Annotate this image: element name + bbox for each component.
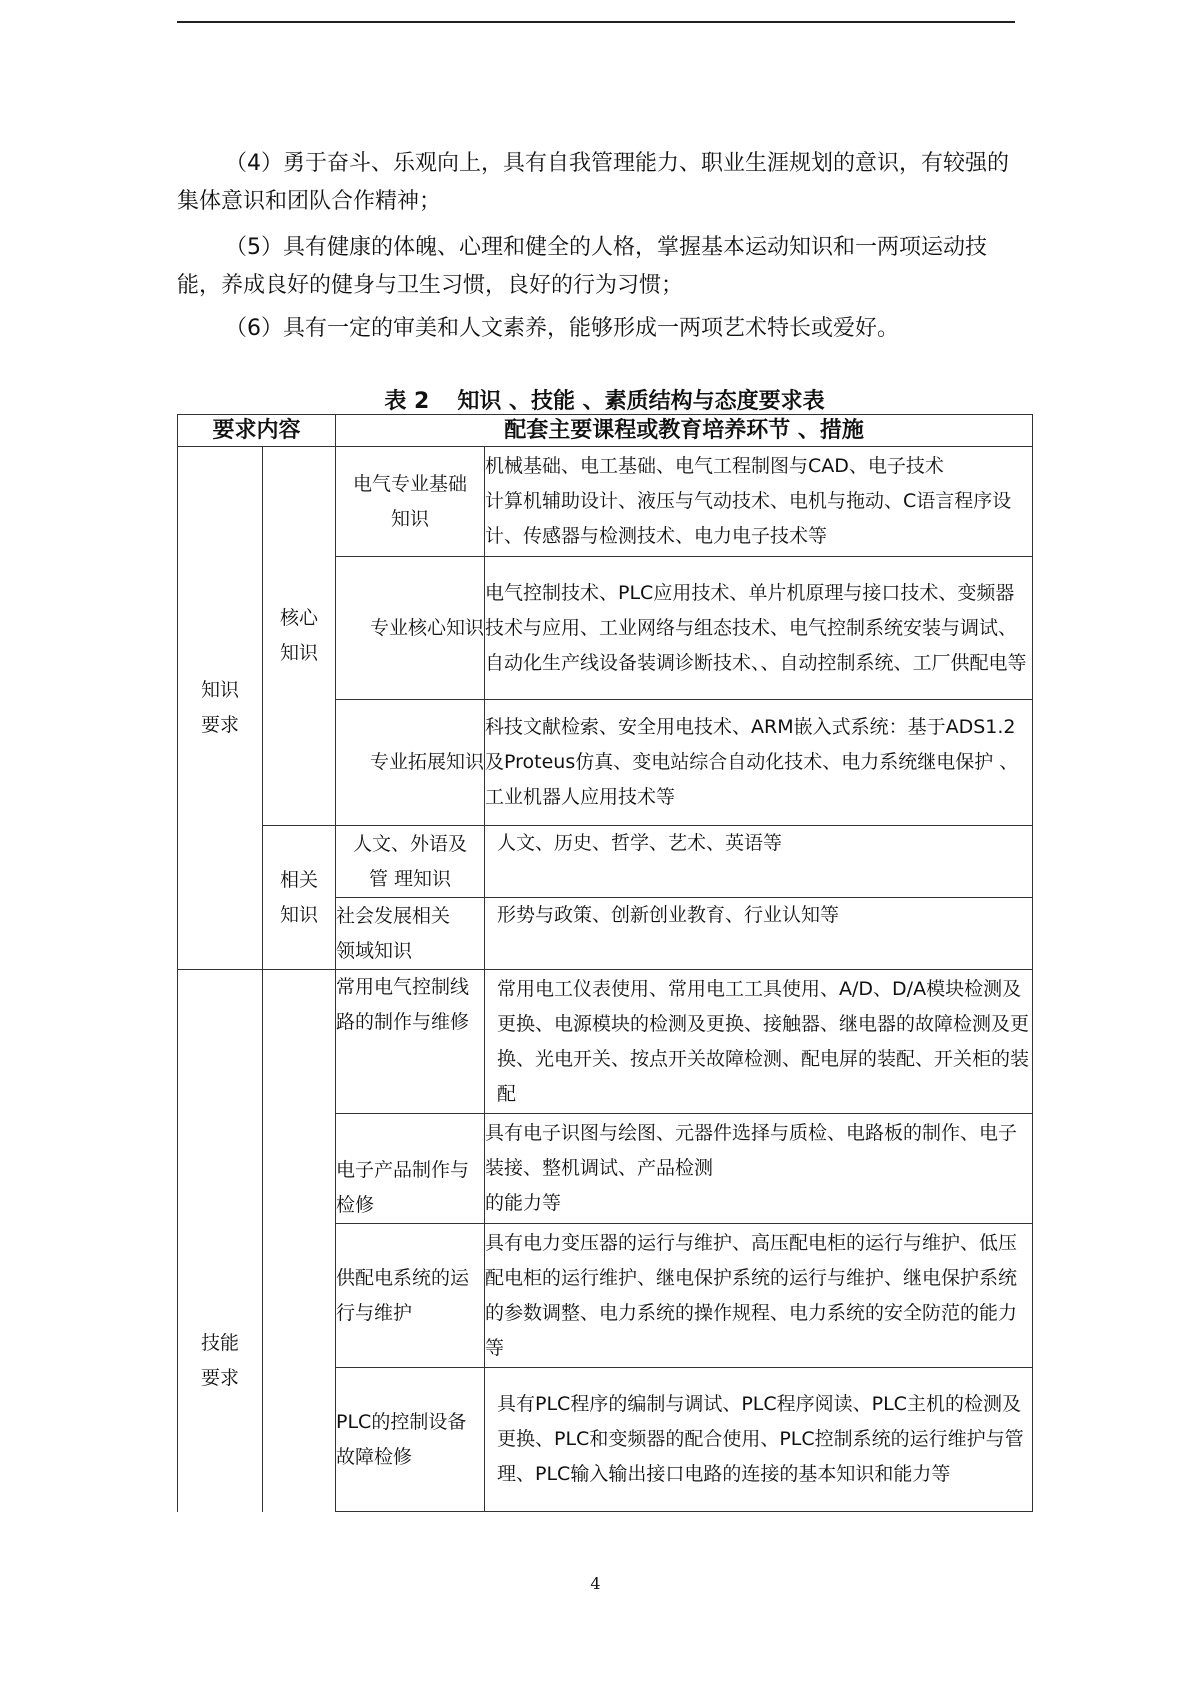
row-content-text: 形势与政策、创新创业教育、行业认知等 bbox=[497, 904, 840, 926]
knowledge-requirements-label: 知识 要求 bbox=[178, 447, 263, 970]
paragraph-5 bbox=[177, 229, 1017, 305]
row-name: 常用电气控制线路的制作与维修 bbox=[336, 970, 485, 1114]
row-content-text: 常用电工仪表使用、常用电工工具使用、A/D、D/A模块检测及更换、电源模块的检测及更换、接触器、继电器的故障检测及更换、光电开关、按点开关故障检测、配电屏的装配、开关柜的装配 bbox=[497, 977, 1030, 1105]
paragraph-6 bbox=[177, 310, 1017, 348]
table-caption bbox=[177, 388, 1032, 416]
header-rule bbox=[177, 21, 1015, 23]
row-content-text: 人文、历史、哲学、艺术、英语等 bbox=[497, 832, 783, 854]
row-content-text: 具有PLC程序的编制与调试、PLC程序阅读、PLC主机的检测及更换、PLC和变频器的配合使用、PLC控制系统的运行维护与管理、PLC输入输出接口电路的连接的基本知识和能力等 bbox=[497, 1393, 1024, 1485]
requirements-table bbox=[177, 414, 1033, 1512]
row-name: 专业拓展知识 bbox=[336, 700, 485, 826]
skill-empty-cell bbox=[263, 970, 336, 1512]
row-content: 具有电力变压器的运行与维护、高压配电柜的运行与维护、低压配电柜的运行维护、继电保护系统的运行与维护、继电保护系统的参数调整、电力系统的操作规程、电力系统的安全防范的能力等 bbox=[485, 1224, 1033, 1368]
row-content bbox=[485, 970, 1033, 1114]
table-row bbox=[178, 826, 1033, 898]
row-name: PLC的控制设备故障检修 bbox=[336, 1368, 485, 1512]
paragraph-4 bbox=[177, 145, 1017, 221]
row-name: 人文、外语及 管 理知识 bbox=[336, 826, 485, 898]
row-content: 机械基础、电工基础、电气工程制图与CAD、电子技术 计算机辅助设计、液压与气动技术、电机与拖动、C语言程序设计、传感器与检测技术、电力电子技术等 bbox=[485, 447, 1033, 557]
row-name: 社会发展相关 领域知识 bbox=[336, 898, 485, 970]
page-number: 4 bbox=[590, 1574, 601, 1593]
row-content bbox=[485, 898, 1033, 970]
row-name: 电气专业基础 知识 bbox=[336, 447, 485, 557]
row-content bbox=[485, 826, 1033, 898]
table-caption-number: 表 2 bbox=[384, 389, 430, 414]
skill-requirements-label: 技能 要求 bbox=[178, 970, 263, 1512]
core-knowledge-label: 核心 知识 bbox=[263, 447, 336, 826]
paragraph-6-text: （6）具有一定的审美和人文素养，能够形成一两项艺术特长或爱好。 bbox=[225, 316, 899, 341]
row-name: 供配电系统的运行与维护 bbox=[336, 1224, 485, 1368]
table-header-row bbox=[178, 415, 1033, 447]
header-requirement-content: 要求内容 bbox=[178, 415, 336, 447]
row-content bbox=[485, 1368, 1033, 1512]
table-row bbox=[178, 447, 1033, 557]
row-content: 电气控制技术、PLC应用技术、单片机原理与接口技术、变频器技术与应用、工业网络与组态技术、电气控制系统安装与调试、自动化生产线设备装调诊断技术、、自动控制系统、工厂供配电等 bbox=[485, 557, 1033, 700]
related-knowledge-label: 相关 知识 bbox=[263, 826, 336, 970]
row-name: 专业核心知识 bbox=[336, 557, 485, 700]
row-name: 电子产品制作与检修 bbox=[336, 1114, 485, 1224]
paragraph-5-text: （5）具有健康的体魄、心理和健全的人格，掌握基本运动知识和一两项运动技能，养成良好的健身与卫生习惯，良好的行为习惯； bbox=[177, 235, 987, 298]
row-content: 科技文献检索、安全用电技术、ARM嵌入式系统：基于ADS1.2及Proteus仿真、变电站综合自动化技术、电力系统继电保护 、工业机器人应用技术等 bbox=[485, 700, 1033, 826]
row-content: 具有电子识图与绘图、元器件选择与质检、电路板的制作、电子装接、整机调试、产品检测 的能力等 bbox=[485, 1114, 1033, 1224]
paragraph-4-text: （4）勇于奋斗、乐观向上，具有自我管理能力、职业生涯规划的意识，有较强的集体意识和团队合作精神； bbox=[177, 151, 1009, 214]
table-caption-title: 知识 、技能 、素质结构与态度要求表 bbox=[457, 389, 825, 414]
table-row bbox=[178, 970, 1033, 1114]
header-courses-measures: 配套主要课程或教育培养环节 、措施 bbox=[336, 415, 1033, 447]
